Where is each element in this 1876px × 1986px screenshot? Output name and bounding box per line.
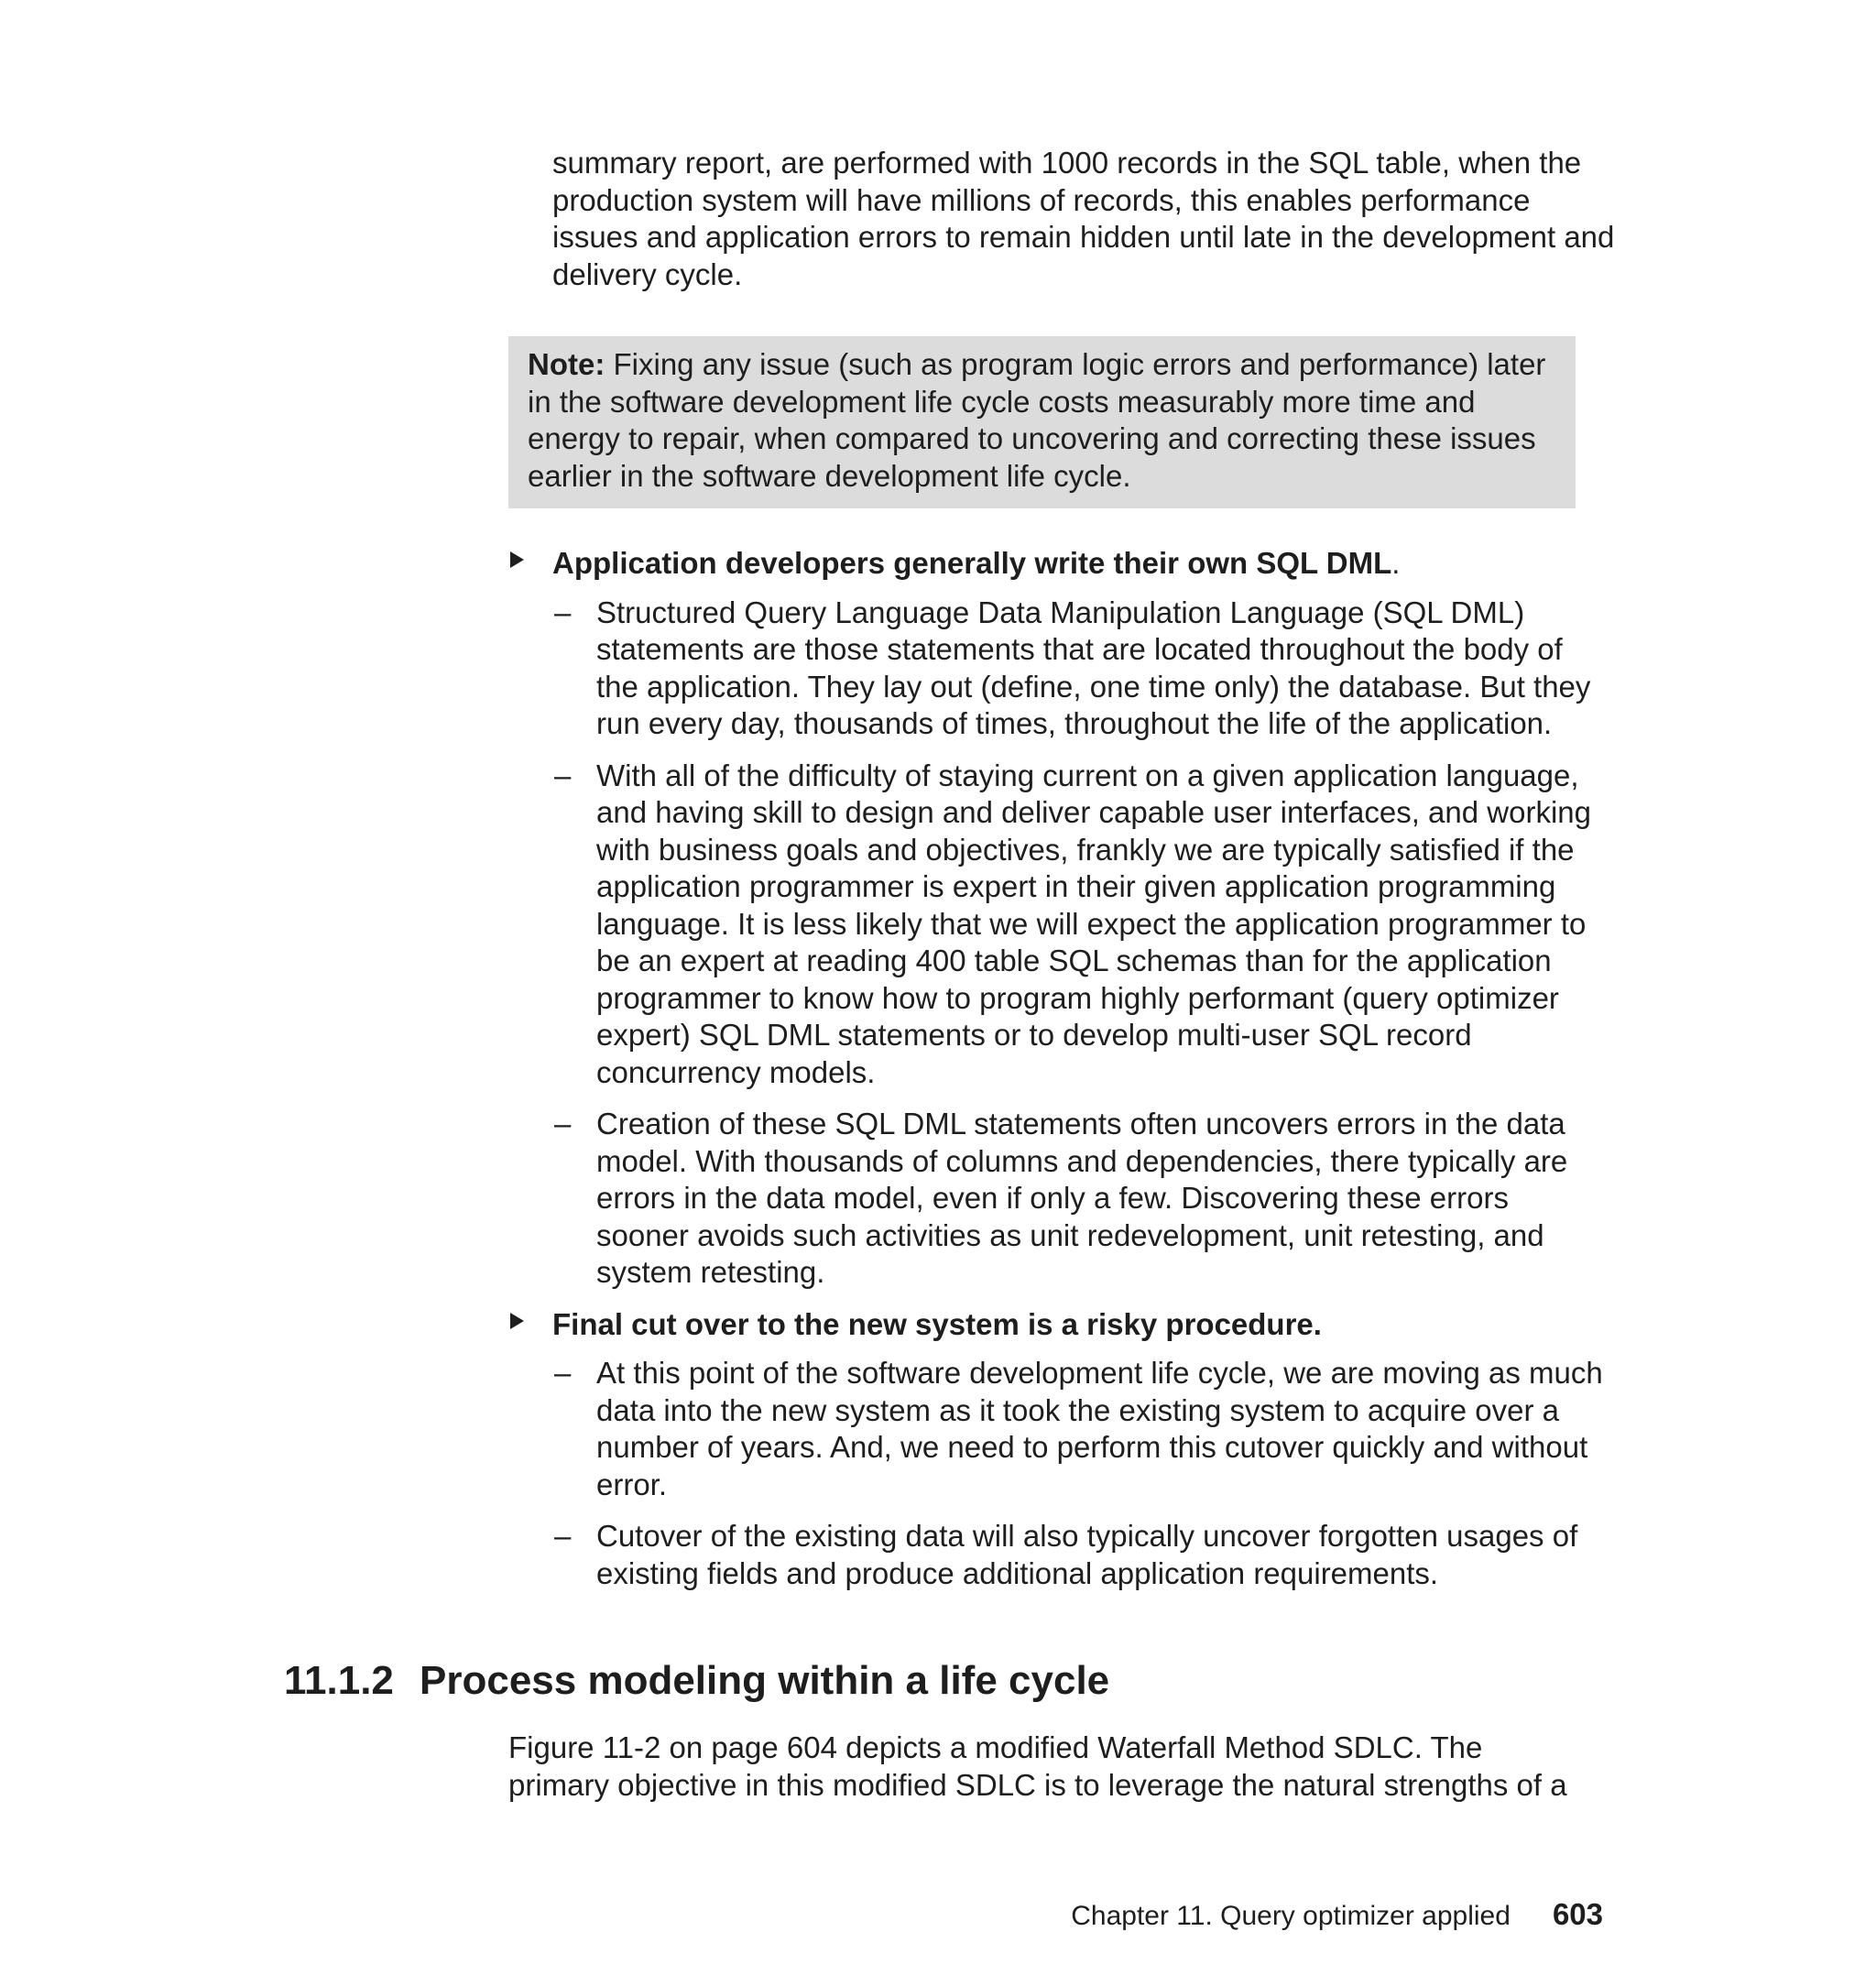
dash-marker: –	[554, 1356, 572, 1390]
page-footer	[1008, 1896, 1603, 1935]
dash-marker: –	[554, 595, 572, 629]
section-body: Figure 11-2 on page 604 depicts a modified Waterfall Method SDLC. The primary objective in this modified SDLC is to leverage the natural strengths of a	[508, 1730, 1567, 1802]
intro-paragraph: summary report, are performed with 1000 records in the SQL table, when the production system will have millions of records, this enables performance issues and application errors to remain hidden until late in the development and delivery cycle.	[552, 146, 1615, 291]
bullet-list	[508, 545, 1608, 1607]
section-number: 11.1.2	[284, 1658, 394, 1703]
sub-list-item	[552, 1518, 1608, 1592]
sub-list-item	[552, 1355, 1608, 1503]
section-title: Process modeling within a life cycle	[420, 1658, 1110, 1703]
triangle-bullet-icon	[510, 1313, 524, 1329]
bullet-heading-text: Final cut over to the new system is a risky procedure.	[552, 1306, 1322, 1341]
sub-list	[552, 1355, 1608, 1592]
sub-list-item	[552, 758, 1608, 1092]
sub-list-item	[552, 1106, 1608, 1292]
bullet-heading-text: Application developers generally write their own SQL DML	[552, 546, 1392, 580]
sub-item-text: Creation of these SQL DML statements often uncovers errors in the data model. With thousands of columns and dependencies, there typically are errors in the data model, even if only a few. Discovering these errors sooner avoids such activities as unit redevelopment, unit retesting, and system retesting.	[596, 1107, 1568, 1289]
sub-item-text: At this point of the software development life cycle, we are moving as much data into the new system as it took the existing system to acquire over a number of years. And, we need to perform this cutover quickly and without error.	[596, 1356, 1603, 1501]
bullet-item	[508, 1306, 1608, 1593]
triangle-bullet-icon	[510, 551, 524, 568]
sub-item-text: Cutover of the existing data will also typically uncover forgotten usages of existing fields and produce additional application requirements.	[596, 1519, 1578, 1590]
sub-item-text: Structured Query Language Data Manipulation Language (SQL DML) statements are those statements that are located throughout the body of the application. They lay out (define, one time only) the database. But they run every day, thousands of times, throughout the life of the application.	[596, 595, 1591, 740]
sub-list	[552, 595, 1608, 1292]
sub-item-text: With all of the difficulty of staying current on a given application language, and having skill to design and deliver capable user interfaces, and working with business goals and objectives, frankly we are typically satisfied if the application programmer is expert in their given application programming language. It is less likely that we will expect the application programmer to be an expert at reading 400 table SQL schemas than for the application programmer to know how to program highly performant (query optimizer expert) SQL DML statements or to develop multi-user SQL record concurrency models.	[596, 758, 1591, 1089]
dash-marker: –	[554, 758, 572, 792]
note-box	[508, 336, 1576, 508]
bullet-heading-tail: .	[1391, 546, 1401, 580]
dash-marker: –	[554, 1107, 572, 1140]
note-label: Note:	[528, 347, 605, 381]
bullet-heading	[552, 1306, 1608, 1344]
sub-list-item	[552, 595, 1608, 743]
section-heading	[284, 1656, 1109, 1706]
dash-marker: –	[554, 1519, 572, 1553]
footer-chapter: Chapter 11. Query optimizer applied	[1071, 1901, 1511, 1931]
note-text: Fixing any issue (such as program logic errors and performance) later in the software development life cycle costs measurably more time and energy to repair, when compared to uncovering and correcting these issues earlier in the software development life cycle.	[528, 347, 1546, 493]
bullet-item	[508, 545, 1608, 1292]
bullet-heading	[552, 545, 1608, 583]
page-number: 603	[1552, 1897, 1603, 1931]
